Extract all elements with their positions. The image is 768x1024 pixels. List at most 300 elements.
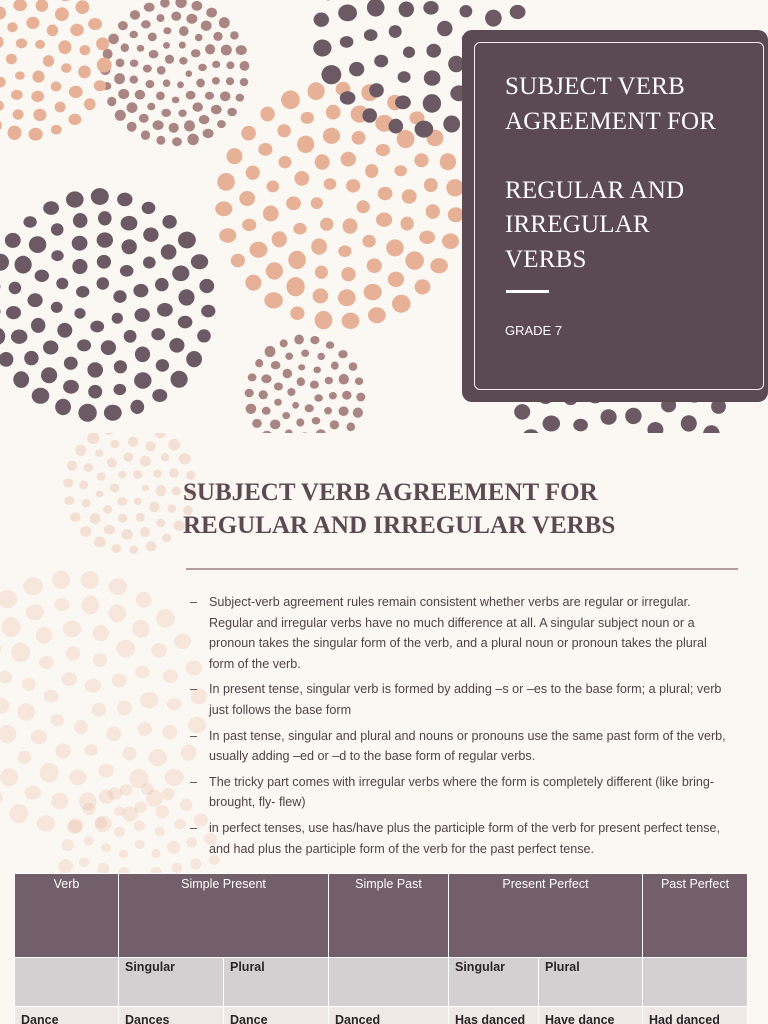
decorative-dot — [288, 251, 306, 269]
decorative-dot — [97, 277, 110, 289]
decorative-dot — [9, 282, 22, 295]
decorative-dot — [356, 393, 365, 402]
decorative-dot — [217, 120, 226, 128]
decorative-dot — [213, 32, 222, 41]
decorative-dot — [155, 278, 169, 291]
decorative-dot — [66, 191, 84, 207]
decorative-dot — [165, 55, 174, 64]
decorative-dot — [124, 330, 137, 343]
decorative-dot — [114, 384, 127, 395]
decorative-dot — [94, 80, 106, 91]
decorative-dot — [424, 178, 438, 192]
decorative-dot — [104, 405, 122, 421]
table-cell: Has danced — [449, 1007, 539, 1024]
decorative-dot — [0, 254, 9, 271]
decorative-dot — [287, 388, 295, 396]
decorative-dot — [134, 372, 151, 388]
decorative-dot — [142, 202, 156, 214]
decorative-dot — [364, 284, 382, 300]
decorative-dot — [15, 256, 32, 274]
decorative-dot — [25, 786, 41, 800]
decorative-dot — [314, 13, 329, 27]
decorative-dot — [367, 0, 385, 17]
header-present-perfect: Present Perfect — [449, 874, 643, 958]
decorative-dot — [140, 456, 151, 467]
decorative-dot — [109, 578, 128, 595]
decorative-dot — [239, 191, 255, 206]
decorative-dot — [357, 200, 370, 213]
decorative-dot — [157, 66, 166, 75]
decorative-dot — [267, 181, 280, 193]
decorative-dot — [93, 625, 109, 641]
decorative-dot — [91, 188, 109, 205]
decorative-dot — [260, 107, 274, 122]
decorative-dot — [66, 646, 80, 661]
decorative-dot — [177, 81, 184, 88]
decorative-dot — [121, 216, 138, 231]
decorative-dot — [212, 77, 220, 85]
decorative-dot — [297, 136, 314, 153]
decorative-dot — [301, 350, 309, 357]
verb-table — [14, 873, 748, 1024]
decorative-dot — [43, 55, 54, 67]
decorative-dot — [338, 289, 356, 306]
table-cell — [329, 958, 449, 1007]
decorative-dot — [339, 406, 349, 416]
decorative-dot — [368, 307, 386, 323]
decorative-dot — [96, 37, 109, 50]
title-line: REGULAR AND — [505, 176, 685, 204]
decorative-dot — [203, 129, 214, 138]
decorative-dot — [137, 45, 145, 52]
decorative-dot — [226, 77, 234, 85]
decorative-dot — [374, 55, 388, 68]
decorative-dot — [15, 71, 25, 79]
decorative-dot — [378, 187, 393, 200]
decorative-dot — [11, 330, 27, 344]
decorative-dot — [145, 441, 155, 451]
decorative-dot — [329, 392, 337, 399]
decorative-dot — [339, 374, 349, 385]
decorative-dot — [426, 44, 441, 58]
decorative-dot — [127, 102, 138, 113]
decorative-dot — [87, 362, 103, 377]
decorative-dot — [262, 407, 271, 415]
decorative-dot — [250, 242, 268, 258]
decorative-dot — [342, 313, 360, 329]
decorative-dot — [69, 86, 83, 98]
decorative-dot — [241, 126, 256, 141]
decorative-dot — [72, 259, 87, 274]
decorative-dot — [90, 321, 104, 333]
decorative-dot — [240, 61, 250, 71]
decorative-dot — [151, 849, 160, 858]
decorative-dot — [23, 216, 36, 227]
title-divider — [506, 290, 549, 293]
decorative-dot — [84, 836, 94, 845]
bullet-text: Subject-verb agreement rules remain consistent whether verbs are regular or irregular. Regular and irregular verbs have no much difference at all. A singular subject noun or a pronoun takes the singular form of the verb, and a plural noun or pronoun takes the plural form of the verb. — [209, 595, 707, 671]
slide-title — [505, 70, 760, 277]
decorative-dot — [163, 42, 170, 49]
decorative-dot — [392, 295, 411, 313]
decorative-dot — [63, 478, 73, 487]
decorative-dot — [40, 763, 59, 783]
decorative-dot — [117, 193, 132, 207]
decorative-dot — [35, 40, 45, 49]
decorative-dot — [120, 265, 134, 277]
decorative-dot — [113, 290, 126, 303]
bullet-marker: – — [190, 728, 198, 743]
decorative-dot — [61, 672, 77, 686]
decorative-dot — [41, 367, 57, 383]
decorative-dot — [206, 8, 217, 18]
decorative-dot — [315, 154, 330, 169]
decorative-dot — [143, 228, 158, 242]
decorative-dot — [67, 461, 77, 471]
decorative-dot — [376, 213, 392, 227]
decorative-dot — [258, 143, 272, 156]
decorative-dot — [62, 839, 74, 851]
decorative-dot — [130, 76, 139, 84]
decorative-dot — [312, 417, 321, 424]
decorative-dot — [437, 21, 452, 37]
decorative-dot — [252, 419, 262, 428]
decorative-dot — [297, 377, 305, 386]
decorative-dot — [195, 34, 203, 42]
decorative-dot — [82, 596, 100, 614]
decorative-dot — [178, 316, 193, 329]
table-cell — [15, 958, 119, 1007]
decorative-dot — [118, 89, 129, 99]
decorative-dot — [114, 360, 127, 373]
decorative-dot — [514, 404, 530, 420]
decorative-dot — [161, 453, 169, 461]
decorative-dot — [153, 120, 164, 130]
decorative-dot — [277, 124, 291, 137]
decorative-dot — [147, 103, 155, 111]
decorative-dot — [18, 751, 32, 765]
decorative-dot — [36, 0, 49, 12]
decorative-dot — [95, 817, 106, 828]
decorative-dot — [227, 108, 237, 117]
decorative-dot — [0, 7, 6, 20]
decorative-dot — [90, 513, 101, 524]
decorative-dot — [98, 764, 113, 778]
decorative-dot — [136, 513, 145, 522]
decorative-dot — [13, 371, 29, 388]
decorative-dot — [84, 744, 97, 756]
decorative-dot — [112, 313, 123, 324]
decorative-dot — [118, 471, 126, 479]
decorative-dot — [179, 42, 186, 49]
decorative-dot — [58, 0, 73, 1]
content-title-line: REGULAR AND IRREGULAR VERBS — [183, 512, 616, 539]
decorative-dot — [129, 31, 138, 38]
title-slide — [0, 0, 768, 433]
title-line: VERBS — [505, 245, 587, 273]
decorative-dot — [401, 217, 414, 231]
decorative-dot — [116, 640, 135, 657]
decorative-dot — [179, 289, 195, 305]
decorative-dot — [135, 90, 145, 100]
decorative-dot — [146, 80, 155, 88]
decorative-dot — [191, 254, 208, 269]
decorative-dot — [70, 24, 84, 36]
bullet-item — [190, 679, 735, 720]
decorative-dot — [31, 318, 45, 333]
decorative-dot — [18, 703, 35, 721]
decorative-dot — [111, 544, 121, 553]
decorative-dot — [6, 54, 17, 65]
decorative-dot — [308, 82, 325, 100]
decorative-dot — [61, 63, 72, 73]
subheader-perfect-singular: Singular — [449, 958, 539, 1007]
decorative-dot — [298, 364, 305, 370]
decorative-dot — [130, 60, 139, 67]
decorative-dot — [0, 725, 16, 743]
decorative-dot — [389, 25, 402, 38]
title-line: AGREEMENT FOR — [505, 107, 717, 135]
table-cell: Have dance — [539, 1007, 643, 1024]
bullet-item — [190, 726, 735, 767]
content-divider — [186, 568, 738, 570]
decorative-dot — [230, 31, 239, 39]
decorative-dot — [240, 78, 249, 86]
decorative-dot — [346, 179, 360, 192]
decorative-dot — [219, 228, 236, 243]
decorative-dot — [135, 666, 149, 679]
decorative-dot — [184, 120, 195, 131]
decorative-dot — [28, 128, 42, 141]
decorative-dot — [51, 223, 64, 235]
decorative-dot — [74, 308, 85, 319]
decorative-dot — [156, 519, 165, 528]
decorative-dot — [11, 643, 30, 662]
decorative-dot — [153, 470, 161, 478]
decorative-dot — [0, 352, 13, 367]
decorative-dot — [290, 306, 304, 320]
decorative-dot — [703, 425, 720, 433]
decorative-dot — [349, 62, 364, 76]
decorative-dot — [123, 452, 133, 462]
decorative-dot — [27, 293, 42, 307]
decorative-dot — [31, 91, 44, 102]
decorative-dot — [0, 698, 9, 714]
title-line: SUBJECT VERB — [505, 73, 686, 100]
decorative-dot — [246, 404, 257, 414]
decorative-dot — [215, 201, 232, 216]
decorative-dot — [0, 327, 5, 345]
decorative-dot — [156, 485, 167, 496]
decorative-dot — [573, 419, 588, 432]
decorative-dot — [355, 377, 363, 385]
decorative-dot — [156, 359, 169, 372]
decorative-dot — [163, 79, 171, 87]
bullet-marker: – — [190, 595, 198, 609]
decorative-dot — [162, 534, 171, 543]
decorative-dot — [161, 109, 171, 117]
decorative-dot — [362, 235, 375, 248]
decorative-dot — [442, 233, 459, 249]
decorative-dot — [123, 747, 137, 761]
decorative-dot — [117, 497, 127, 506]
decorative-dot — [107, 727, 122, 742]
decorative-dot — [325, 377, 333, 384]
bullet-item — [190, 772, 735, 813]
table-row — [15, 1007, 748, 1024]
decorative-dot — [64, 357, 78, 370]
content-title — [183, 476, 743, 542]
decorative-dot — [97, 232, 113, 247]
decorative-dot — [201, 21, 212, 31]
decorative-dot — [136, 592, 152, 608]
decorative-dot — [205, 92, 214, 100]
decorative-dot — [217, 173, 235, 191]
decorative-dot — [220, 91, 231, 101]
decorative-dot — [112, 674, 127, 688]
decorative-dot — [364, 29, 378, 41]
decorative-dot — [280, 339, 288, 347]
decorative-dot — [261, 374, 271, 383]
decorative-dot — [178, 110, 186, 117]
decorative-dot — [101, 340, 116, 355]
decorative-dot — [51, 250, 63, 261]
decorative-dot — [169, 468, 179, 478]
decorative-dot — [57, 323, 72, 338]
decorative-dot — [460, 5, 473, 17]
decorative-dot — [73, 213, 88, 228]
decorative-dot — [58, 40, 71, 54]
decorative-dot — [419, 231, 435, 244]
decorative-dot — [211, 105, 222, 115]
decorative-dot — [315, 266, 328, 279]
decorative-dot — [272, 231, 287, 247]
decorative-dot — [85, 679, 101, 693]
decorative-dot — [376, 144, 390, 156]
decorative-dot — [248, 373, 257, 381]
table-subheader-row — [15, 958, 748, 1007]
decorative-dot — [56, 278, 68, 290]
decorative-dot — [133, 284, 148, 297]
decorative-dot — [44, 690, 59, 703]
decorative-dot — [186, 351, 202, 367]
decorative-dot — [10, 804, 29, 823]
decorative-dot — [395, 96, 411, 110]
decorative-dot — [165, 769, 184, 786]
decorative-dot — [340, 91, 356, 104]
decorative-dot — [347, 422, 356, 431]
decorative-dot — [331, 362, 339, 370]
decorative-dot — [283, 369, 293, 379]
decorative-dot — [163, 670, 178, 683]
decorative-dot — [51, 793, 68, 810]
decorative-dot — [167, 698, 181, 710]
decorative-dot — [175, 0, 186, 8]
decorative-dot — [93, 654, 107, 667]
decorative-dot — [205, 44, 215, 54]
decorative-dot — [141, 130, 150, 140]
decorative-dot — [171, 12, 181, 21]
decorative-dot — [172, 97, 180, 104]
bullet-marker: – — [190, 682, 198, 697]
decorative-dot — [82, 803, 95, 815]
decorative-dot — [143, 257, 156, 269]
decorative-dot — [22, 678, 35, 691]
decorative-dot — [171, 371, 188, 388]
decorative-dot — [0, 768, 18, 786]
decorative-dot — [64, 496, 74, 505]
decorative-dot — [485, 10, 502, 27]
decorative-dot — [340, 36, 354, 48]
decorative-dot — [129, 546, 138, 554]
decorative-dot — [130, 10, 140, 20]
decorative-dot — [313, 40, 331, 57]
decorative-dot — [199, 115, 210, 124]
decorative-dot — [313, 288, 329, 303]
decorative-dot — [63, 620, 81, 637]
decorative-dot — [274, 399, 282, 406]
decorative-dot — [88, 385, 102, 399]
decorative-dot — [56, 743, 71, 758]
decorative-dot — [625, 408, 641, 424]
decorative-dot — [270, 420, 280, 430]
decorative-dot — [322, 65, 342, 84]
decorative-dot — [101, 843, 111, 852]
decorative-dot — [32, 388, 50, 404]
decorative-dot — [430, 258, 448, 273]
decorative-dot — [140, 692, 158, 708]
decorative-dot — [341, 267, 355, 281]
decorative-dot — [196, 79, 205, 88]
decorative-dot — [29, 236, 46, 253]
bullet-text: In present tense, singular verb is formed by adding –s or –es to the base form; a plural; verb just follows the base form — [209, 682, 722, 717]
decorative-dot — [50, 714, 64, 726]
decorative-dot — [134, 498, 142, 505]
decorative-dot — [149, 502, 159, 513]
decorative-dot — [0, 671, 12, 684]
decorative-dot — [388, 272, 404, 287]
decorative-dot — [162, 788, 175, 800]
decorative-dot — [226, 61, 234, 69]
decorative-dot — [133, 470, 143, 478]
decorative-dot — [79, 481, 88, 490]
decorative-dot — [116, 59, 125, 68]
subheader-perfect-plural: Plural — [539, 958, 643, 1007]
decorative-dot — [167, 841, 180, 854]
decorative-dot — [120, 784, 133, 796]
decorative-dot — [103, 505, 112, 514]
decorative-dot — [294, 171, 309, 186]
decorative-dot — [324, 178, 337, 190]
decorative-dot — [423, 1, 438, 15]
decorative-dot — [84, 98, 96, 110]
decorative-dot — [94, 537, 106, 548]
decorative-dot — [423, 94, 441, 113]
decorative-dot — [365, 164, 378, 178]
decorative-dot — [155, 433, 165, 438]
decorative-dot — [315, 311, 333, 329]
table-cell: Dance — [224, 1007, 329, 1024]
header-simple-past: Simple Past — [329, 874, 449, 958]
decorative-dot — [76, 0, 90, 14]
decorative-dot — [52, 571, 70, 589]
decorative-dot — [143, 65, 152, 73]
decorative-dot — [0, 304, 1, 319]
decorative-dot — [369, 83, 384, 97]
table-cell: Dance — [15, 1007, 119, 1024]
decorative-dot — [0, 77, 6, 88]
decorative-dot — [172, 137, 182, 146]
